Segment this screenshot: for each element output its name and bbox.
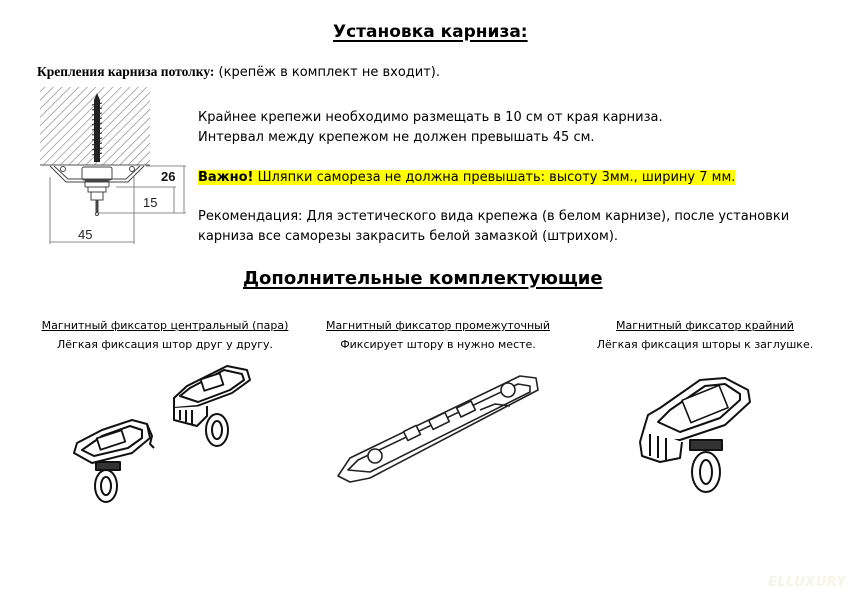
- placement-line-2: Интервал между крепежом не должен превышать 45 см.: [198, 130, 595, 145]
- magnetic-clip-pair-icon: [62, 358, 272, 513]
- accessories-title: Дополнительные комплектующие: [243, 268, 603, 289]
- accessory-item: [318, 319, 558, 351]
- recommendation-line-1: Рекомендация: Для эстетического вида крепежа (в белом карнизе), после установки: [198, 209, 790, 224]
- mount-label-note: (крепёж в комплект не входит).: [214, 65, 440, 80]
- mount-label: [37, 64, 440, 80]
- accessory-title: Магнитный фиксатор крайний: [616, 319, 794, 332]
- recommendation-line-2: карниза все саморезы закрасить белой замазкой (штрихом).: [198, 229, 619, 244]
- accessory-description: Фиксирует штору в нужно месте.: [340, 338, 536, 351]
- important-highlight: [198, 170, 735, 185]
- dim-width-label: 45: [78, 227, 93, 242]
- mount-label-bold: Крепления карниза потолку:: [37, 64, 215, 79]
- accessory-title: Магнитный фиксатор центральный (пара): [41, 319, 289, 332]
- important-text: Шляпки самореза не должна превышать: высоту 3мм., ширину 7 мм.: [253, 170, 736, 185]
- accessory-item: [20, 319, 310, 351]
- accessory-item: [570, 319, 840, 351]
- placement-paragraph: [198, 108, 663, 148]
- magnetic-clip-intermediate-icon: [330, 368, 545, 488]
- installation-title: Установка карниза:: [333, 22, 528, 42]
- dim-height-pin-label: 15: [143, 195, 158, 210]
- ceiling-mount-diagram-icon: [36, 87, 188, 247]
- important-label: Важно!: [198, 170, 254, 185]
- accessory-description: Лёгкая фиксация штор друг у другу.: [57, 338, 273, 351]
- ceiling-mount-diagram: [36, 87, 188, 247]
- accessory-title: Магнитный фиксатор промежуточный: [326, 319, 550, 332]
- placement-line-1: Крайнее крепежи необходимо размещать в 10 см от края карниза.: [198, 110, 663, 125]
- magnetic-clip-end-icon: [630, 370, 765, 500]
- important-note: [198, 168, 735, 188]
- accessory-description: Лёгкая фиксация шторы к заглушке.: [596, 338, 814, 351]
- dim-height-total-label: 26: [161, 169, 176, 184]
- watermark: ELLUXURY: [768, 575, 847, 590]
- recommendation-paragraph: [198, 207, 789, 247]
